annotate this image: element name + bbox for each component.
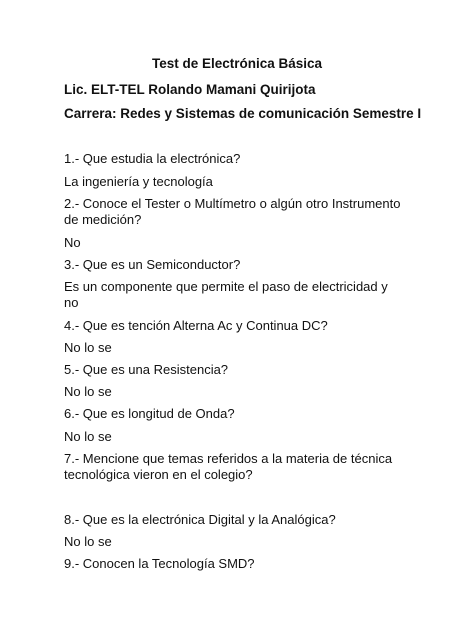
answer-2: No bbox=[64, 235, 81, 250]
career-line: Carrera: Redes y Sistemas de comunicación Semestre I bbox=[64, 106, 422, 121]
answer-1: La ingeniería y tecnología bbox=[64, 174, 213, 189]
answer-3-line-2: no bbox=[64, 295, 79, 310]
author-line: Lic. ELT-TEL Rolando Mamani Quirijota bbox=[64, 82, 316, 97]
question-8: 8.- Que es la electrónica Digital y la Analógica? bbox=[64, 512, 336, 527]
answer-3-line-1: Es un componente que permite el paso de electricidad y bbox=[64, 279, 388, 294]
question-2-line-1: 2.- Conoce el Tester o Multímetro o algún otro Instrumento bbox=[64, 196, 401, 211]
answer-5: No lo se bbox=[64, 384, 112, 399]
answer-8: No lo se bbox=[64, 534, 112, 549]
question-9: 9.- Conocen la Tecnología SMD? bbox=[64, 556, 255, 571]
question-6: 6.- Que es longitud de Onda? bbox=[64, 406, 235, 421]
answer-4: No lo se bbox=[64, 340, 112, 355]
question-2-line-2: de medición? bbox=[64, 212, 142, 227]
question-5: 5.- Que es una Resistencia? bbox=[64, 362, 229, 377]
question-4: 4.- Que es tención Alterna Ac y Continua DC? bbox=[64, 318, 328, 333]
document-title: Test de Electrónica Básica bbox=[151, 56, 323, 71]
question-1: 1.- Que estudia la electrónica? bbox=[64, 151, 241, 166]
question-7-line-2: tecnológica vieron en el colegio? bbox=[64, 467, 253, 482]
question-3: 3.- Que es un Semiconductor? bbox=[64, 257, 241, 272]
question-7-line-1: 7.- Mencione que temas referidos a la materia de técnica bbox=[64, 451, 393, 466]
answer-6: No lo se bbox=[64, 429, 112, 444]
